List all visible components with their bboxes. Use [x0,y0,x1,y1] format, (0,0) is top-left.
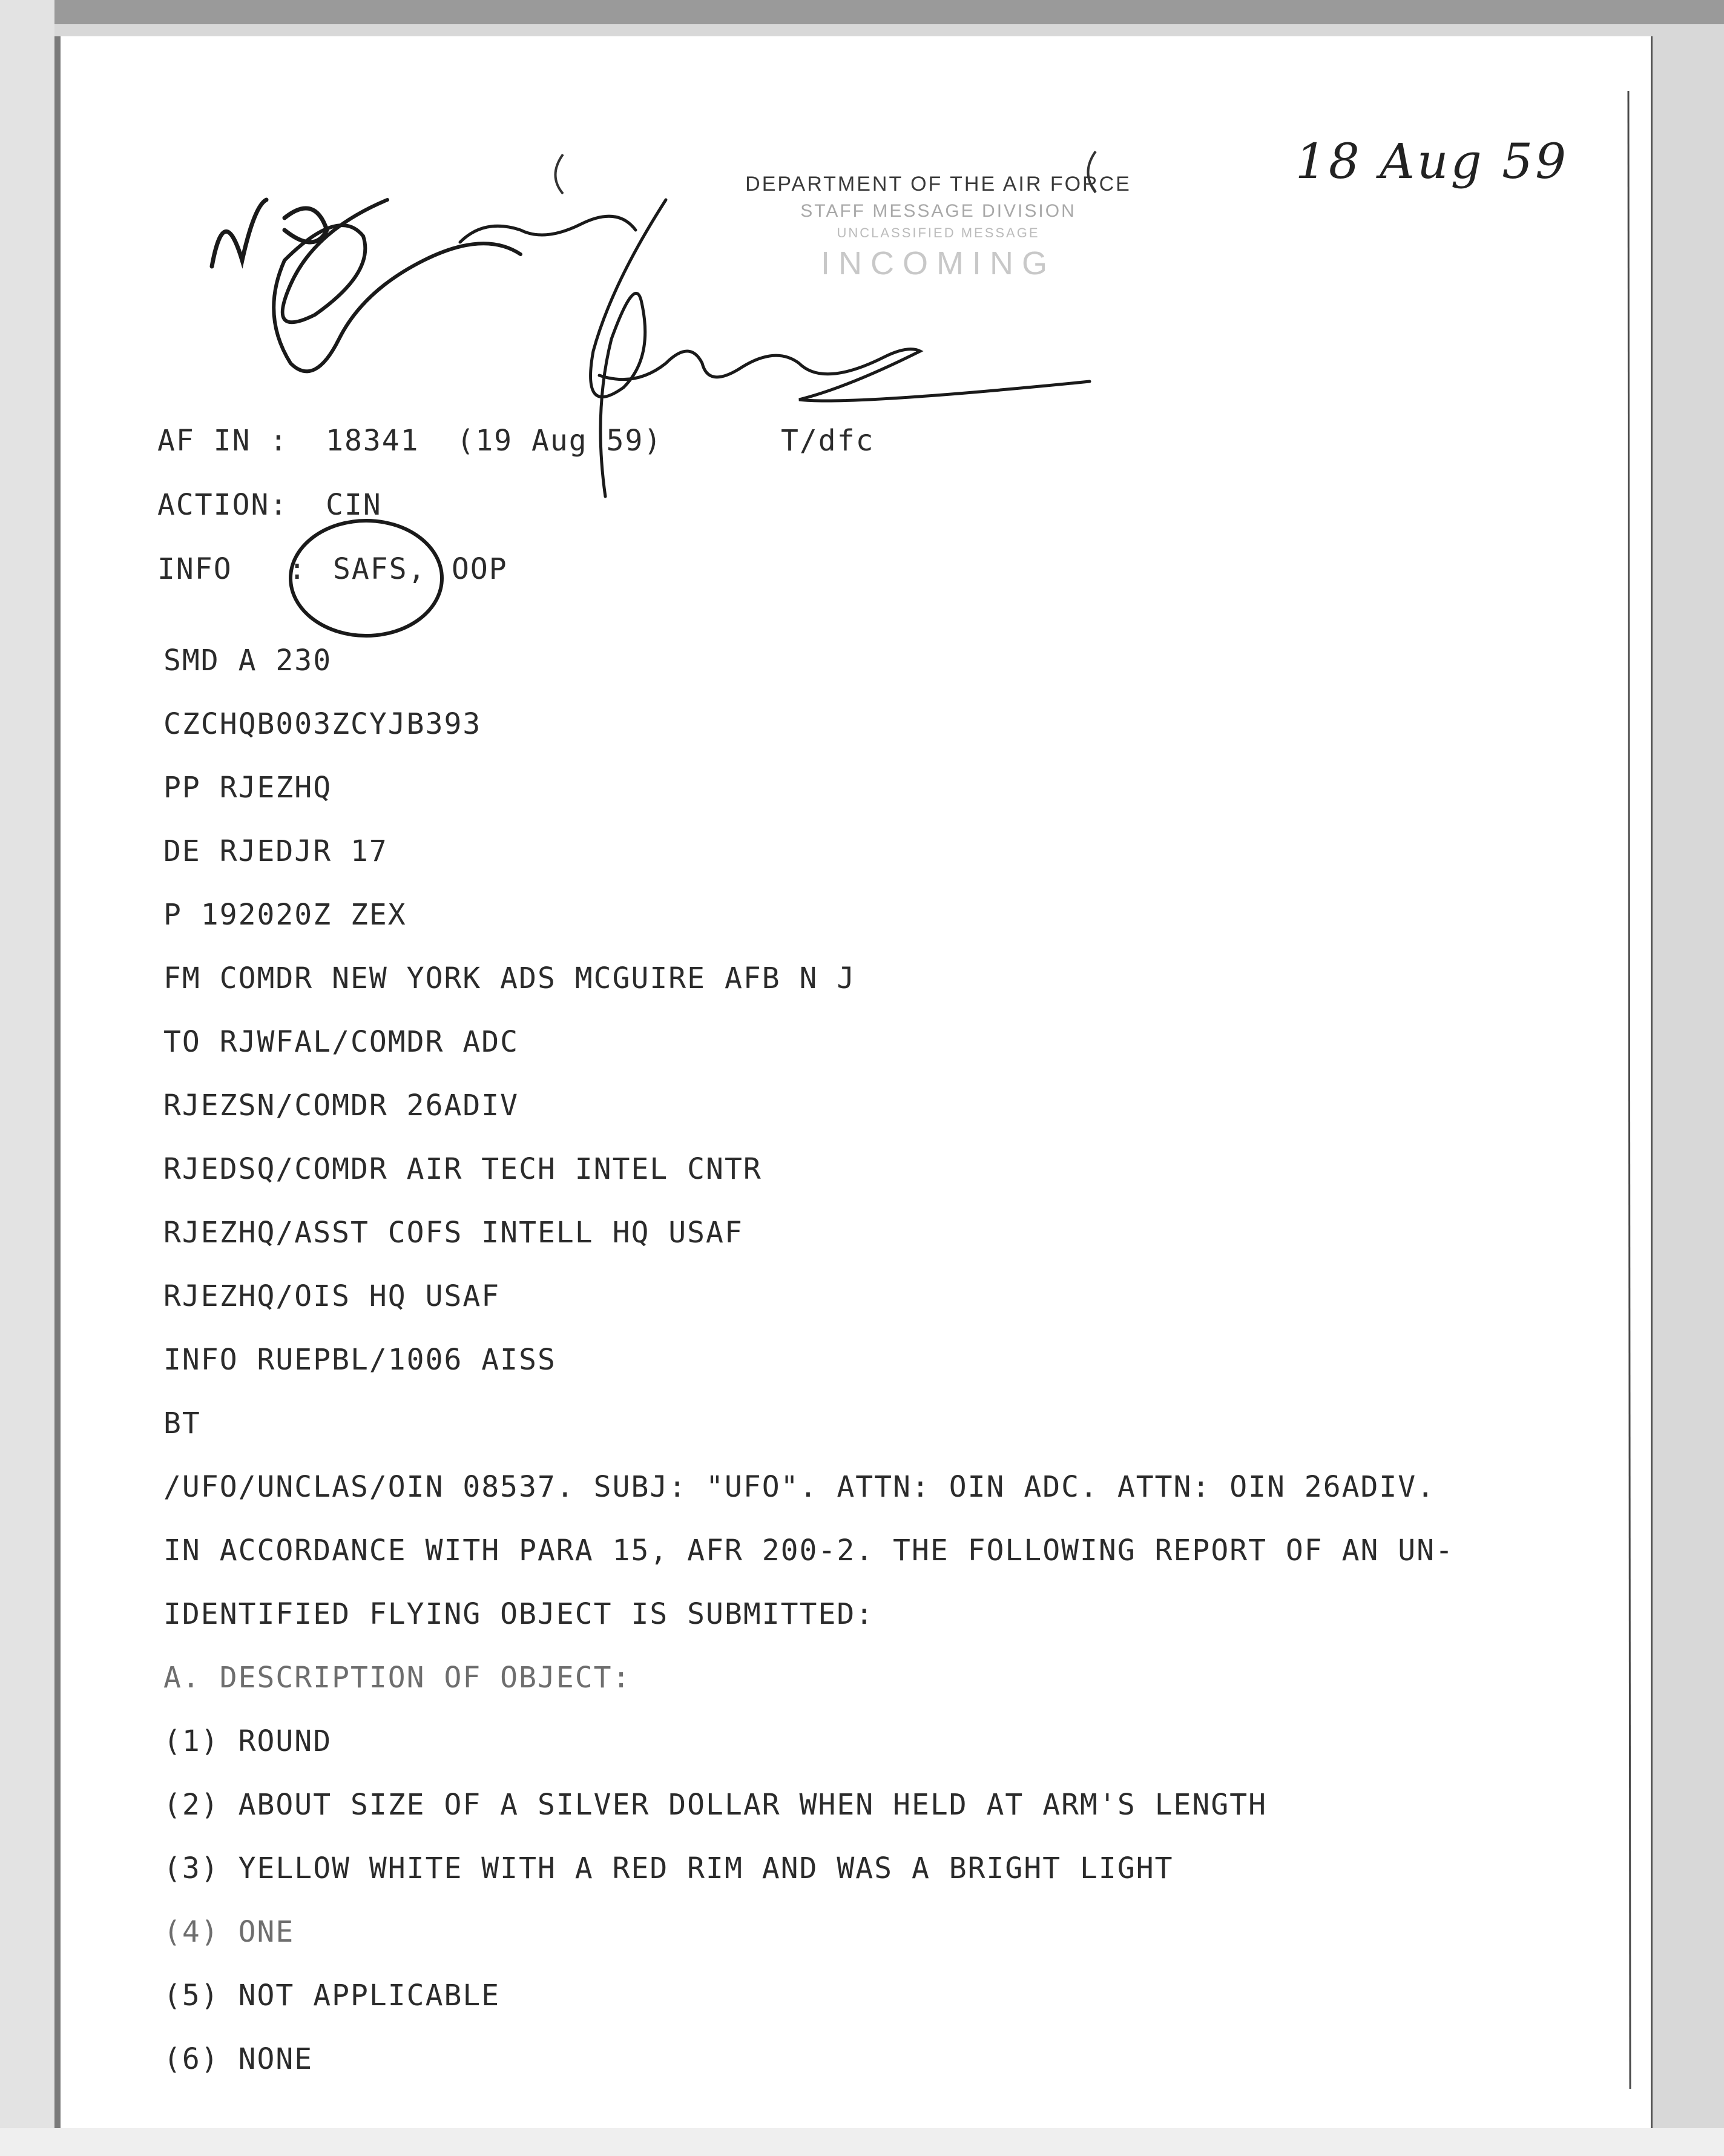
message-line: INFO RUEPBL/1006 AISS [163,1343,556,1377]
clerk-initials: T/dfc [781,424,875,458]
message-line: (6) NONE [163,2042,314,2076]
page-edge-line [1628,91,1630,2089]
message-line: (5) NOT APPLICABLE [163,1979,501,2013]
message-line: IN ACCORDANCE WITH PARA 15, AFR 200-2. THE FOLLOWING REPORT OF AN UN- [163,1534,1454,1568]
message-line: (2) ABOUT SIZE OF A SILVER DOLLAR WHEN HELD AT ARM'S LENGTH [163,1788,1268,1822]
message-line: RJEZHQ/ASST COFS INTELL HQ USAF [163,1216,743,1250]
info-label: INFO : [157,552,308,586]
message-line: (1) ROUND [163,1724,332,1758]
message-line: SMD A 230 [163,644,332,677]
message-line: PP RJEZHQ [163,771,332,805]
message-line: P 192020Z ZEX [163,898,407,932]
circle-mark [291,521,442,636]
message-line: (4) ONE [163,1915,295,1949]
department-subtitle: STAFF MESSAGE DIVISION [800,201,1076,221]
message-line: A. DESCRIPTION OF OBJECT: [163,1661,631,1695]
signature-mark [591,200,1090,496]
message-line: FM COMDR NEW YORK ADS MCGUIRE AFB N J [163,961,856,995]
classification-line: UNCLASSIFIED MESSAGE [837,225,1040,240]
af-in-line: AF IN : 18341 (19 Aug 59) [157,424,663,458]
message-line: BT [163,1406,201,1440]
message-line: RJEZHQ/OIS HQ USAF [163,1279,501,1313]
message-line: RJEDSQ/COMDR AIR TECH INTEL CNTR [163,1152,762,1186]
signature-mark [274,200,521,371]
message-line: (3) YELLOW WHITE WITH A RED RIM AND WAS A BRIGHT LIGHT [163,1851,1174,1885]
message-line: TO RJWFAL/COMDR ADC [163,1025,519,1059]
message-line: CZCHQB003ZCYJB393 [163,707,482,741]
action-line: ACTION: CIN [157,488,382,522]
message-line: DE RJEDJR 17 [163,834,388,868]
info-circled-entry: SAFS, [333,552,427,586]
bracket-mark [556,154,564,194]
handwritten-date: 18 Aug 59 [1295,133,1568,190]
incoming-stamp: INCOMING [821,245,1056,282]
signature-mark [460,216,636,242]
info-other-entry: OOP [452,552,508,586]
message-line: RJEZSN/COMDR 26ADIV [163,1089,519,1123]
message-line: /UFO/UNCLAS/OIN 08537. SUBJ: "UFO". ATTN: OIN ADC. ATTN: OIN 26ADIV. [163,1470,1436,1504]
bracket-mark [1088,151,1096,193]
department-name: DEPARTMENT OF THE AIR FORCE [745,173,1131,196]
message-line: IDENTIFIED FLYING OBJECT IS SUBMITTED: [163,1597,875,1631]
